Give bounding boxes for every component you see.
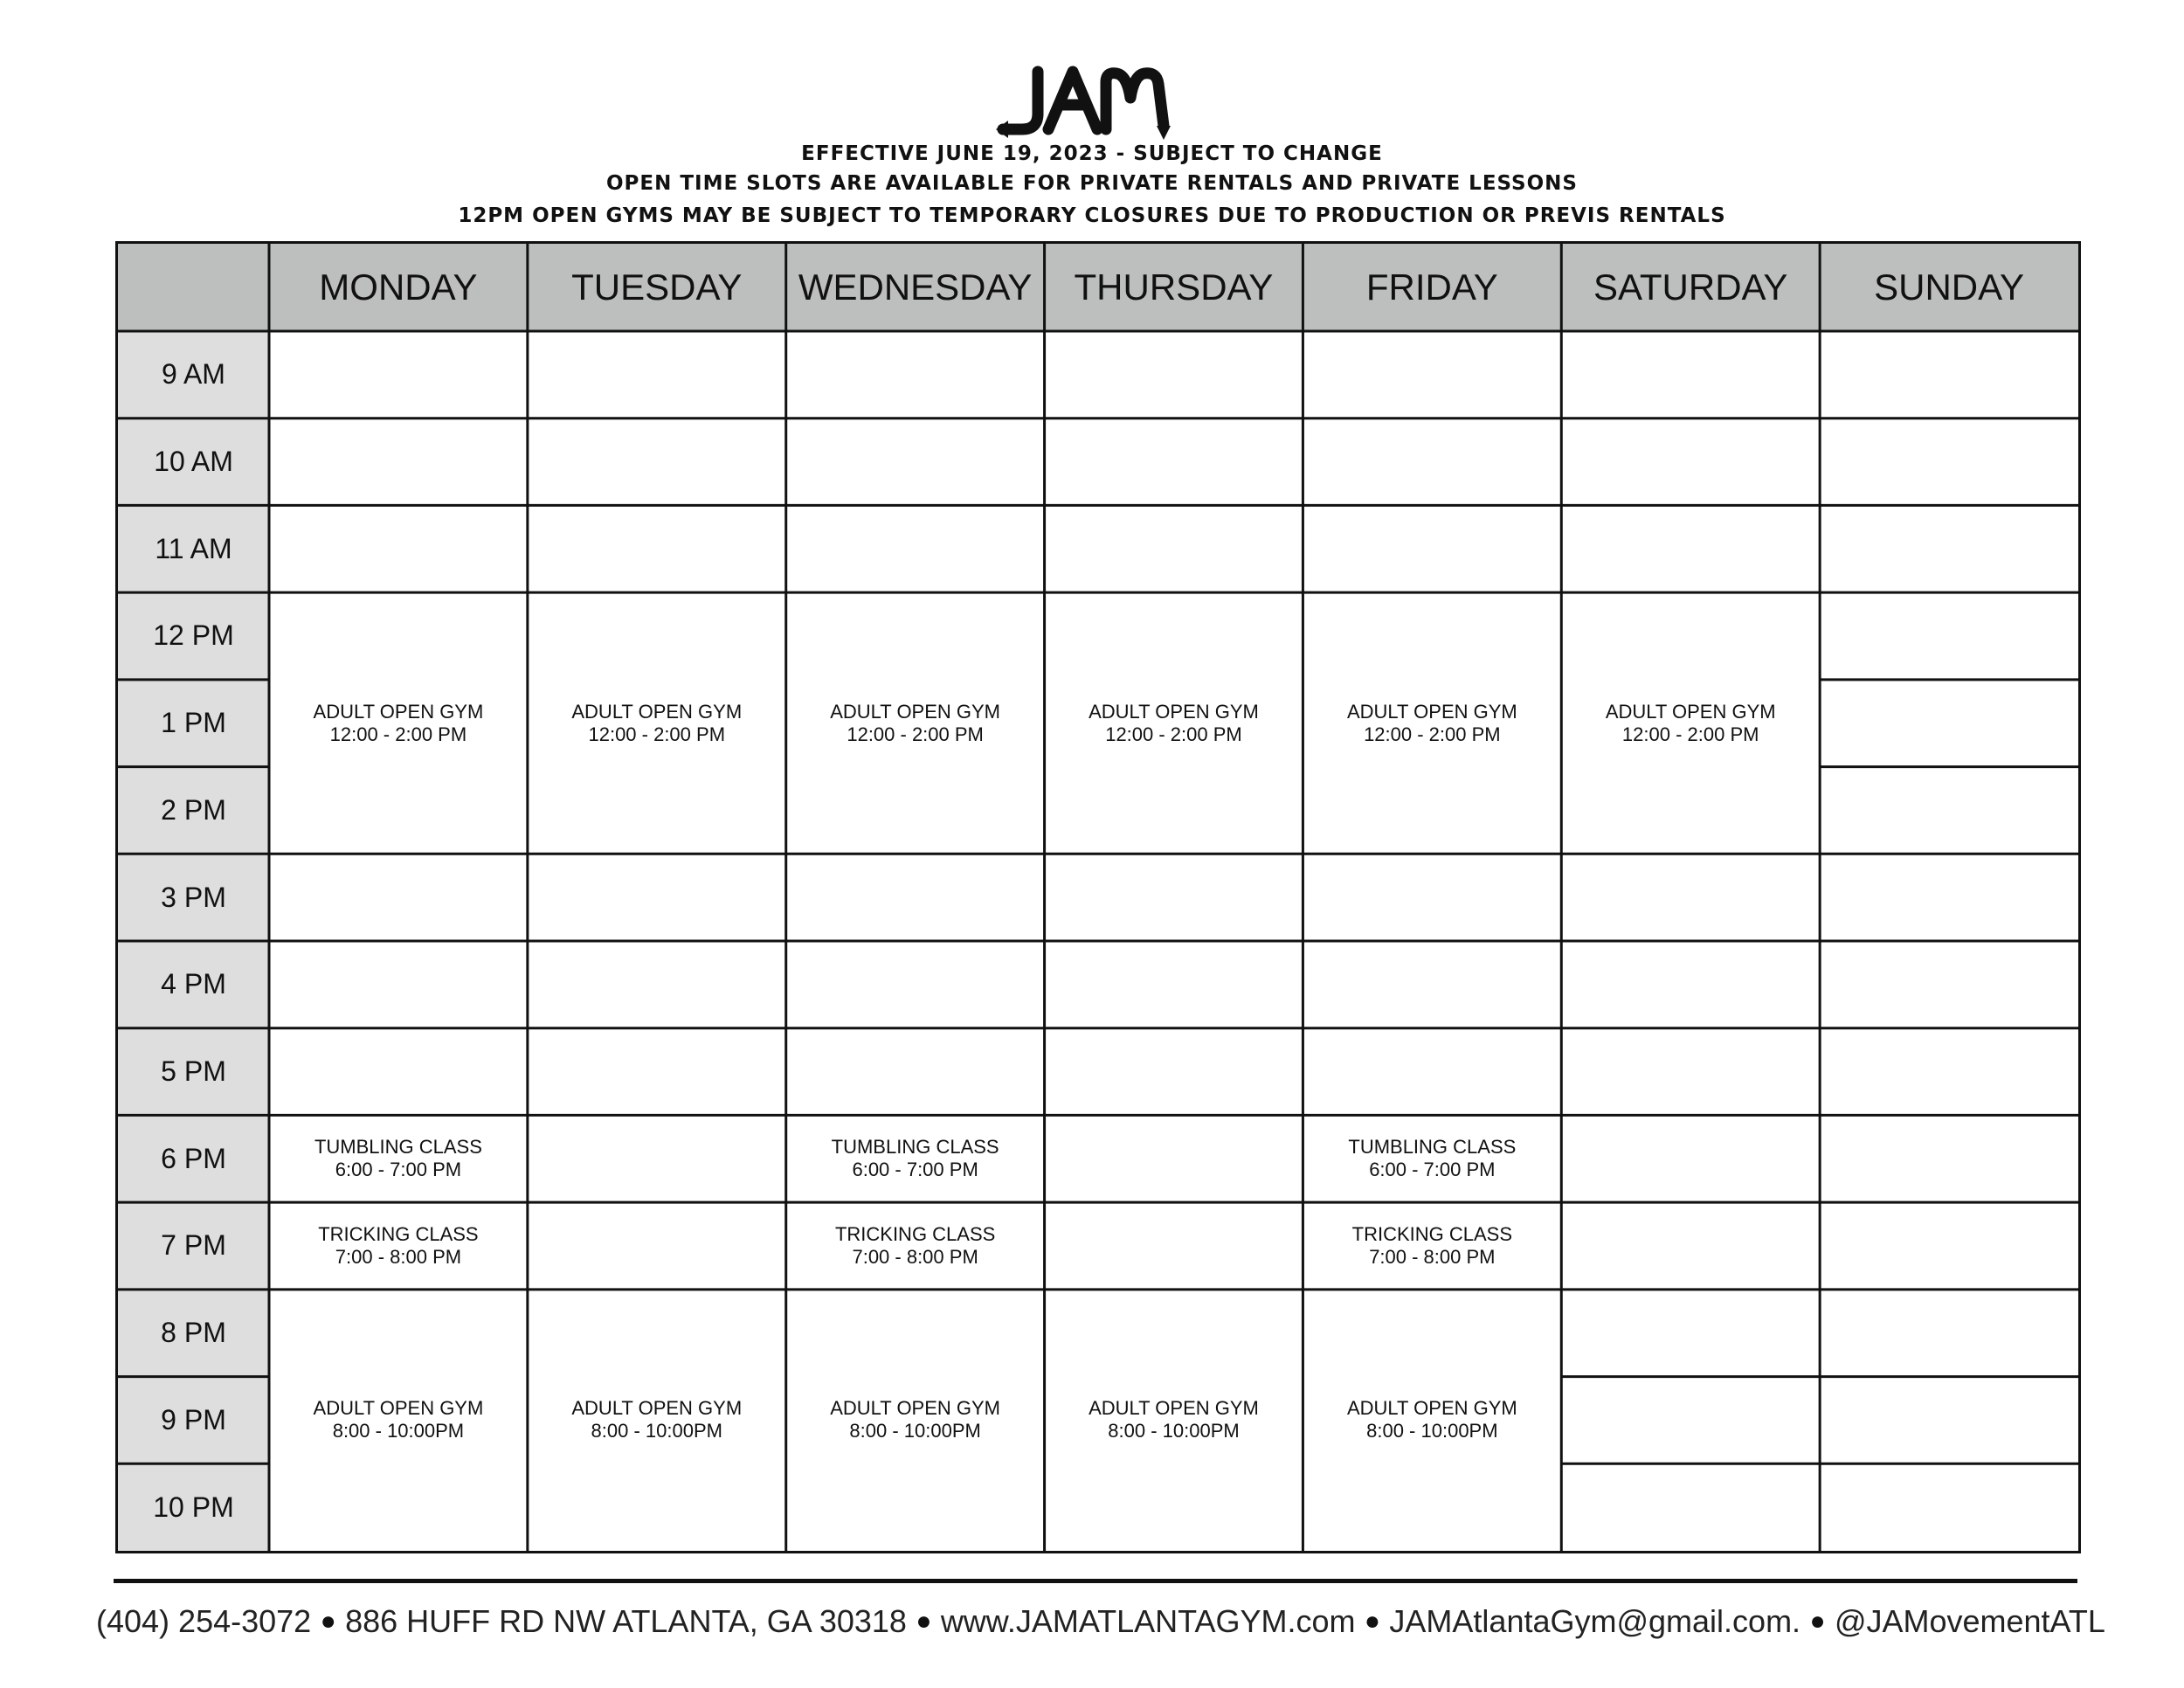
event-time: 8:00 - 10:00PM: [591, 1420, 722, 1442]
contact-footer: [96, 1595, 2105, 1648]
event-time: 7:00 - 8:00 PM: [335, 1245, 462, 1268]
event-name: TRICKING CLASS: [318, 1222, 479, 1245]
schedule-event: [269, 1290, 528, 1551]
schedule-event: [786, 592, 1045, 854]
separator-dot-icon: ●: [320, 1607, 336, 1636]
schedule-event: [1303, 592, 1561, 854]
event-name: ADULT OPEN GYM: [1089, 1397, 1259, 1420]
schedule-event: [528, 592, 786, 854]
footer-social: @JAMovementATL: [1834, 1603, 2105, 1639]
event-time: 7:00 - 8:00 PM: [852, 1245, 978, 1268]
schedule-event: [786, 1290, 1045, 1551]
hour-label: 6 PM: [161, 1142, 226, 1174]
event-time: 8:00 - 10:00PM: [1366, 1420, 1498, 1442]
hour-label: 10 AM: [154, 446, 233, 478]
separator-dot-icon: ●: [1364, 1607, 1381, 1636]
schedule-event: [269, 1115, 528, 1202]
event-name: ADULT OPEN GYM: [571, 700, 743, 723]
event-time: 12:00 - 2:00 PM: [1105, 723, 1242, 745]
event-name: ADULT OPEN GYM: [830, 1397, 1001, 1420]
event-name: ADULT OPEN GYM: [1605, 700, 1776, 723]
hour-label: 9 PM: [161, 1403, 226, 1435]
schedule-event: [269, 1202, 528, 1290]
event-name: ADULT OPEN GYM: [830, 700, 1001, 723]
separator-dot-icon: ●: [916, 1607, 932, 1636]
schedule-event: [528, 1290, 786, 1551]
event-name: TUMBLING CLASS: [1348, 1136, 1517, 1159]
day-header-wednesday: WEDNESDAY: [798, 266, 1033, 308]
rentals-notice: OPEN TIME SLOTS ARE AVAILABLE FOR PRIVATE RENTALS AND PRIVATE LESSONS: [605, 172, 1578, 195]
weekly-schedule-grid: [115, 241, 2081, 1553]
hour-label: 4 PM: [161, 968, 226, 1000]
day-header-friday: FRIDAY: [1365, 266, 1498, 308]
event-name: ADULT OPEN GYM: [1346, 700, 1517, 723]
day-header-tuesday: TUESDAY: [571, 266, 743, 308]
footer-phone: (404) 254-3072: [96, 1603, 312, 1639]
schedule-event: [1303, 1290, 1561, 1551]
event-time: 7:00 - 8:00 PM: [1369, 1245, 1496, 1268]
event-name: ADULT OPEN GYM: [1089, 700, 1259, 723]
event-time: 6:00 - 7:00 PM: [335, 1159, 462, 1181]
footer-address: 886 HUFF RD NW ATLANTA, GA 30318: [345, 1603, 907, 1639]
jam-logo: [996, 63, 1206, 142]
hour-label: 7 PM: [161, 1229, 226, 1262]
footer-divider: [114, 1579, 2077, 1583]
event-time: 8:00 - 10:00PM: [849, 1420, 981, 1442]
event-time: 8:00 - 10:00PM: [332, 1420, 465, 1442]
event-time: 12:00 - 2:00 PM: [329, 723, 467, 745]
event-time: 12:00 - 2:00 PM: [847, 723, 984, 745]
effective-date-notice: EFFECTIVE JUNE 19, 2023 - SUBJECT TO CHANGE: [801, 142, 1383, 165]
hour-label: 2 PM: [161, 793, 226, 826]
schedule-event: [1045, 1290, 1303, 1551]
separator-dot-icon: ●: [1809, 1607, 1826, 1636]
schedule-event: [1045, 592, 1303, 854]
hour-label: 11 AM: [155, 532, 232, 564]
event-time: 8:00 - 10:00PM: [1108, 1420, 1240, 1442]
schedule-event: [786, 1115, 1045, 1202]
event-time: 12:00 - 2:00 PM: [1621, 723, 1759, 745]
hour-label: 9 AM: [162, 358, 225, 391]
schedule-event: [786, 1202, 1045, 1290]
event-time: 12:00 - 2:00 PM: [1364, 723, 1501, 745]
schedule-event: [1561, 592, 1820, 854]
event-name: TUMBLING CLASS: [831, 1136, 999, 1159]
event-name: ADULT OPEN GYM: [313, 700, 484, 723]
closure-notice: 12PM OPEN GYMS MAY BE SUBJECT TO TEMPORARY CLOSURES DUE TO PRODUCTION OR PREVIS RENTALS: [458, 204, 1726, 227]
schedule-event: [269, 592, 528, 854]
event-name: TUMBLING CLASS: [314, 1136, 482, 1159]
day-header-monday: MONDAY: [319, 266, 478, 308]
event-time: 6:00 - 7:00 PM: [1369, 1159, 1496, 1181]
event-time: 12:00 - 2:00 PM: [588, 723, 726, 745]
schedule-event: [1303, 1202, 1561, 1290]
hour-label: 8 PM: [161, 1317, 226, 1349]
event-name: TRICKING CLASS: [1351, 1222, 1513, 1245]
hour-label: 10 PM: [153, 1491, 234, 1523]
hour-label: 1 PM: [161, 707, 226, 739]
day-header-thursday: THURSDAY: [1074, 266, 1274, 308]
schedule-event: [1303, 1115, 1561, 1202]
hour-label: 3 PM: [161, 881, 226, 913]
event-time: 6:00 - 7:00 PM: [852, 1159, 978, 1181]
footer-website: www.JAMATLANTAGYM.com: [940, 1603, 1356, 1639]
event-name: ADULT OPEN GYM: [1346, 1397, 1517, 1420]
event-name: ADULT OPEN GYM: [571, 1397, 743, 1420]
event-name: TRICKING CLASS: [834, 1222, 996, 1245]
hour-label: 12 PM: [153, 619, 234, 652]
footer-email: JAMAtlantaGym@gmail.com.: [1389, 1603, 1801, 1639]
day-header-sunday: SUNDAY: [1874, 266, 2025, 308]
event-name: ADULT OPEN GYM: [313, 1397, 484, 1420]
hour-label: 5 PM: [161, 1055, 226, 1088]
day-header-saturday: SATURDAY: [1593, 266, 1788, 308]
